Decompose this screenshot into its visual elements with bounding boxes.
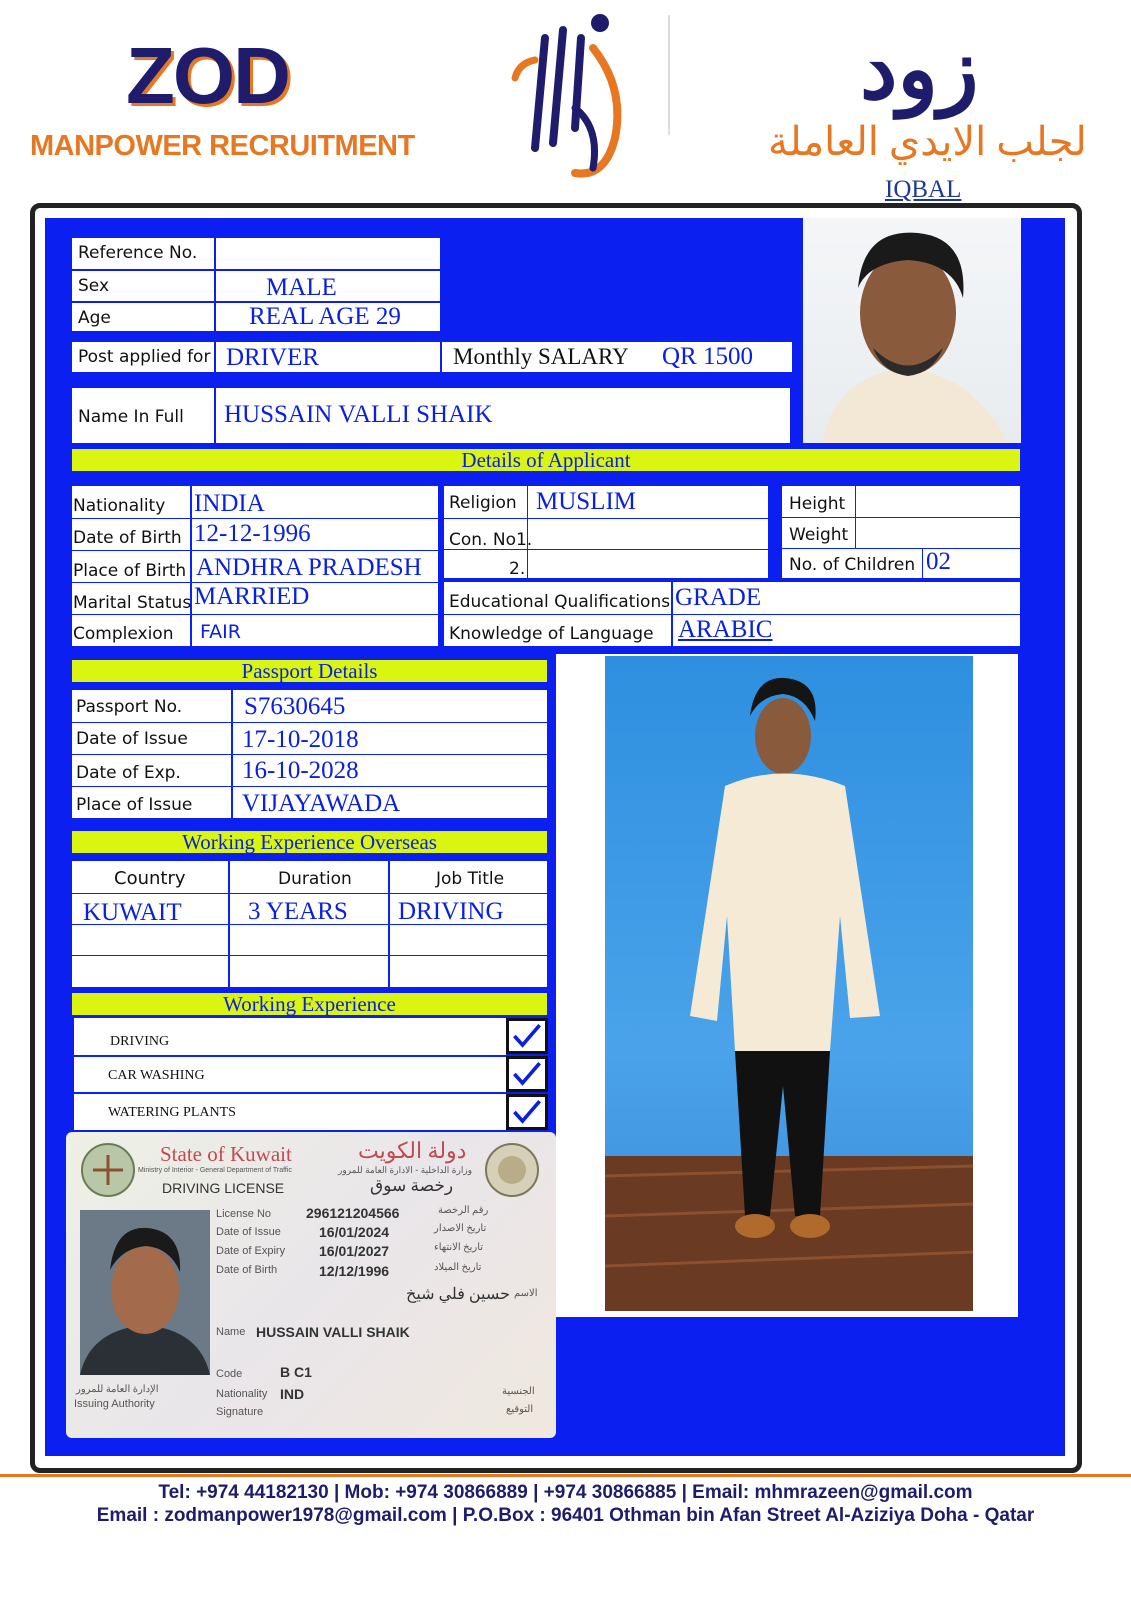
- license-expiry-label: Date of Expiry: [216, 1245, 286, 1257]
- license-issue-label-ar: تاريخ الاصدار: [434, 1223, 487, 1234]
- nationality-label: Nationality: [73, 496, 166, 516]
- reference-label: Reference No.: [78, 243, 198, 263]
- divider: [72, 722, 547, 723]
- license-no-label-ar: رقم الرخصة: [438, 1205, 489, 1216]
- divider: [190, 486, 192, 646]
- sex-label-cell: [72, 271, 214, 301]
- age-value-cell: [216, 303, 440, 331]
- footer-rule: [0, 1474, 1131, 1477]
- complexion-value: FAIR: [200, 621, 241, 643]
- overseas-country: KUWAIT: [83, 899, 182, 926]
- license-dob-label: Date of Birth: [216, 1264, 278, 1276]
- salary-cell: [442, 342, 792, 372]
- portrait-photo: [803, 218, 1021, 443]
- divider: [782, 517, 1020, 518]
- divider: [72, 786, 547, 787]
- checkbox-checked-icon[interactable]: [506, 1056, 548, 1092]
- weight-label: Weight: [789, 525, 849, 545]
- post-label: Post applied for: [78, 347, 211, 367]
- passport-no-label: Passport No.: [76, 697, 183, 717]
- overseas-duration: 3 YEARS: [248, 898, 348, 925]
- arabic-subtitle: لجلب الايدي العاملة: [768, 119, 1087, 164]
- religion-value: MUSLIM: [536, 488, 637, 515]
- passport-issue-label: Date of Issue: [76, 729, 188, 749]
- passport-title-bar: Passport Details: [72, 660, 547, 682]
- kuwait-emblem-icon: [78, 1140, 138, 1200]
- footer-address-line: Email : zodmanpower1978@gmail.com | P.O.Box : 96401 Othman bin Afan Street Al-Aziziya Doha - Qatar: [96, 1505, 1035, 1526]
- overseas-col-job: Job Title: [436, 869, 505, 889]
- license-state-en: State of Kuwait: [160, 1142, 292, 1166]
- dob-value: 12-12-1996: [194, 520, 311, 547]
- license-name-label: Name: [216, 1326, 246, 1338]
- experience-title-bar: Working Experience: [72, 993, 547, 1015]
- header-divider: [668, 15, 670, 135]
- license-dob-label-ar: تاريخ الميلاد: [434, 1262, 482, 1273]
- license-nationality-label: Nationality: [216, 1388, 268, 1400]
- license-nationality-value: IND: [280, 1386, 305, 1402]
- license-expiry-value: 16/01/2027: [319, 1243, 390, 1259]
- children-value: 02: [926, 548, 951, 575]
- divider: [72, 955, 547, 956]
- experience-item: DRIVING: [110, 1034, 170, 1049]
- license-ministry: Ministry of Interior - General Department of Traffic: [138, 1167, 292, 1174]
- dob-label: Date of Birth: [73, 528, 182, 548]
- divider: [72, 614, 438, 615]
- passport-issue-value: 17-10-2018: [242, 726, 359, 753]
- education-value: GRADE: [675, 584, 762, 611]
- license-issue-label: Date of Issue: [216, 1226, 281, 1238]
- divider: [922, 548, 923, 578]
- sex-value-cell: [216, 271, 440, 301]
- name-label-cell: [72, 388, 214, 443]
- divider: [72, 550, 438, 551]
- gcc-emblem-icon: [482, 1140, 542, 1200]
- driving-license-card: [66, 1132, 556, 1438]
- sex-value: MALE: [266, 274, 337, 301]
- license-code-label: Code: [216, 1368, 243, 1380]
- pob-label: Place of Birth: [73, 561, 187, 581]
- full-body-photo: [605, 656, 973, 1311]
- passport-exp-label: Date of Exp.: [76, 763, 181, 783]
- reference-label-cell: [72, 238, 214, 269]
- footer-contact-line: Tel: +974 44182130 | Mob: +974 30866889 | +974 30866885 | Email: mhmrazeen@gmail.com: [158, 1482, 973, 1503]
- license-no-label: License No: [216, 1208, 272, 1220]
- pob-value: ANDHRA PRADESH: [196, 554, 422, 581]
- brand-subtitle: MANPOWER RECRUITMENT: [30, 130, 415, 162]
- language-value: ARABIC: [678, 616, 773, 643]
- education-label: Educational Qualifications: [449, 592, 671, 612]
- marital-label: Marital Status: [73, 593, 192, 613]
- license-nationality-label-ar: الجنسية: [502, 1386, 535, 1397]
- divider: [72, 893, 547, 894]
- post-value-cell: [216, 342, 440, 372]
- salary-value: QR 1500: [662, 343, 753, 370]
- complexion-label: Complexion: [73, 624, 174, 644]
- license-authority: Issuing Authority: [74, 1398, 155, 1410]
- post-value: DRIVER: [226, 344, 320, 371]
- divider: [444, 614, 1020, 615]
- license-ministry-ar: وزارة الداخلية - الادارة العامة للمرور: [338, 1165, 473, 1175]
- logo-icon: [505, 8, 640, 183]
- religion-label: Religion: [449, 493, 517, 513]
- license-state-ar: دولة الكويت: [358, 1138, 467, 1163]
- age-label-cell: [72, 303, 214, 331]
- license-photo: [80, 1210, 210, 1375]
- license-name-label-ar: الاسم: [514, 1288, 538, 1299]
- name-label: Name In Full: [78, 407, 184, 427]
- children-label: No. of Children: [789, 555, 916, 575]
- license-name-value: HUSSAIN VALLI SHAIK: [256, 1324, 410, 1340]
- checkbox-checked-icon[interactable]: [506, 1094, 548, 1130]
- name-value-cell: [216, 388, 790, 443]
- license-title-ar: رخصة سوق: [370, 1176, 454, 1195]
- overseas-col-country: Country: [114, 868, 186, 889]
- contact2-label: 2.: [509, 559, 526, 579]
- nationality-value: INDIA: [194, 490, 265, 517]
- post-label-cell: [72, 342, 214, 372]
- license-code-value: B C1: [280, 1364, 312, 1380]
- salary-label: Monthly SALARY: [453, 344, 629, 369]
- divider: [782, 548, 1020, 549]
- license-signature-label-ar: التوقيع: [506, 1404, 534, 1415]
- license-title-en: DRIVING LICENSE: [162, 1180, 285, 1196]
- license-no-value: 296121204566: [306, 1205, 400, 1221]
- checkbox-checked-icon[interactable]: [506, 1018, 548, 1054]
- overseas-job: DRIVING: [398, 898, 504, 925]
- license-issue-value: 16/01/2024: [319, 1224, 390, 1240]
- license-signature-label: Signature: [216, 1406, 264, 1418]
- overseas-title-bar: Working Experience Overseas: [72, 831, 547, 853]
- marital-value: MARRIED: [194, 583, 310, 610]
- name-value: HUSSAIN VALLI SHAIK: [224, 401, 493, 428]
- divider: [444, 518, 768, 519]
- age-value: REAL AGE 29: [249, 303, 401, 330]
- contact1-label: Con. No1.: [449, 530, 533, 550]
- license-name-ar: حسين فلي شيخ: [406, 1286, 511, 1303]
- license-expiry-label-ar: تاريخ الانتهاء: [434, 1242, 484, 1253]
- overseas-col-duration: Duration: [278, 869, 352, 889]
- brand-name: ZOD: [126, 31, 289, 120]
- divider: [74, 1055, 506, 1057]
- divider: [72, 754, 547, 755]
- header: [0, 0, 1131, 205]
- license-authority-ar: الإدارة العامة للمرور: [76, 1384, 159, 1395]
- details-title-bar: Details of Applicant: [72, 449, 1020, 471]
- reference-value-cell[interactable]: [216, 238, 440, 269]
- passport-place-value: VIJAYAWADA: [242, 790, 401, 817]
- experience-item: WATERING PLANTS: [108, 1105, 236, 1120]
- passport-place-label: Place of Issue: [76, 795, 193, 815]
- experience-item: CAR WASHING: [108, 1068, 205, 1083]
- passport-exp-value: 16-10-2028: [242, 757, 359, 784]
- passport-no-value: S7630645: [244, 693, 346, 720]
- age-label: Age: [78, 308, 111, 328]
- agent-name: IQBAL: [885, 176, 962, 203]
- divider: [72, 518, 438, 519]
- height-label: Height: [789, 494, 846, 514]
- divider: [74, 1092, 506, 1094]
- sex-label: Sex: [78, 276, 110, 296]
- license-dob-value: 12/12/1996: [319, 1263, 390, 1279]
- language-label: Knowledge of Language: [449, 624, 654, 644]
- arabic-brand: زود: [860, 24, 979, 117]
